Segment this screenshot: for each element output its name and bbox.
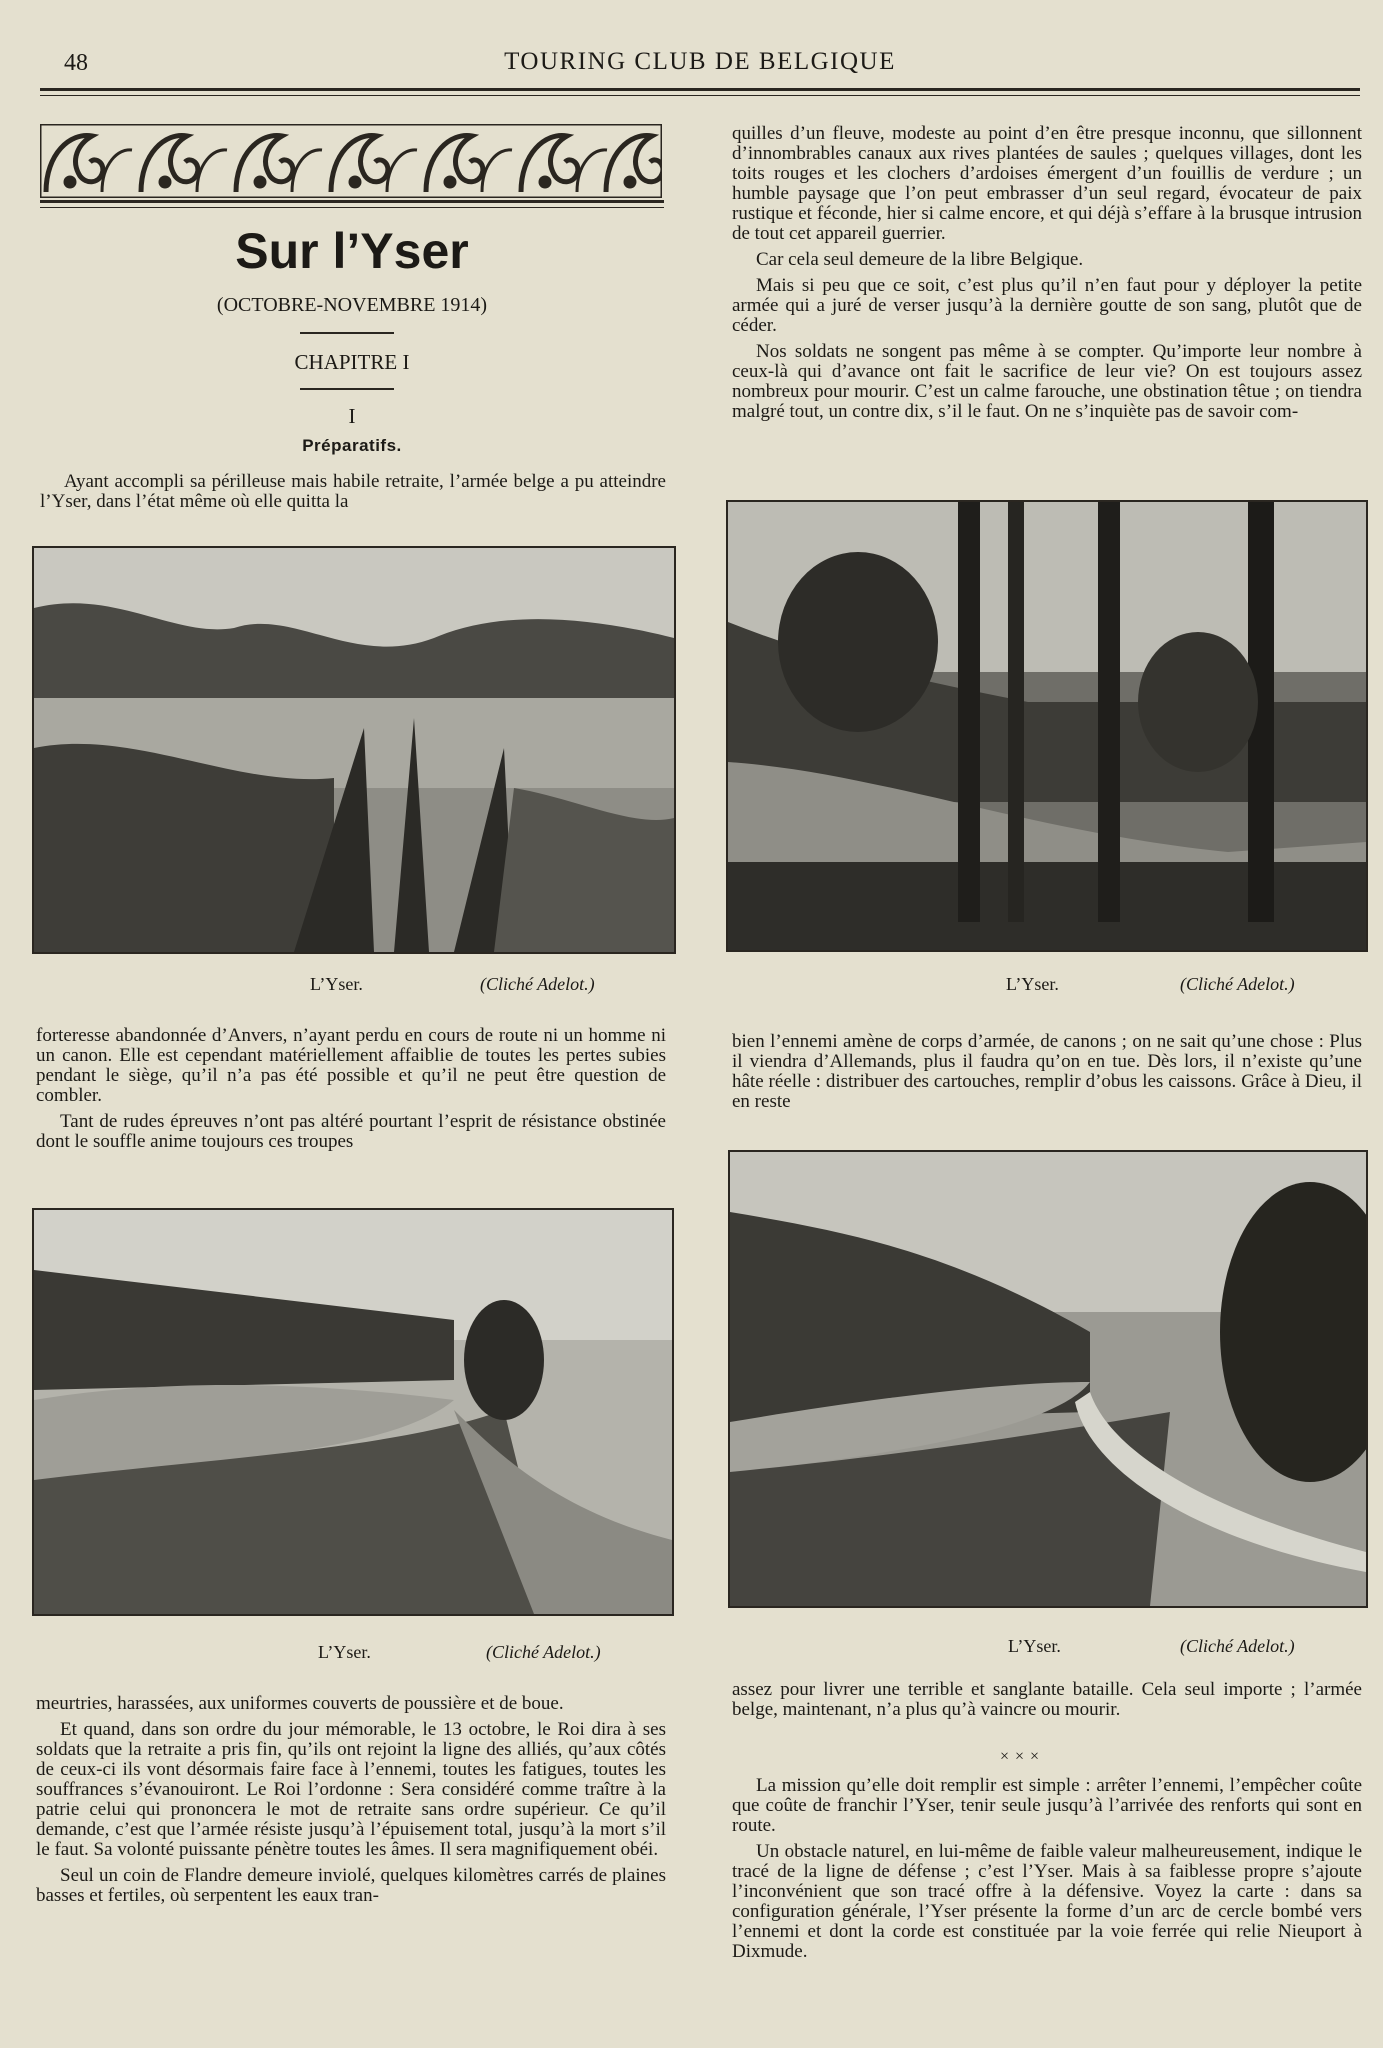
paragraph: Nos soldats ne songent pas même à se compter. Qu’importe leur nombre à ceux-là qui d’avance ont fait le sacrifice de leur vie? On est toujours assez nombreux pour mourir. C’est un calme farouche, une obstination têtue ; on tiendra malgré tout, un contre dix, s’il le faut. On ne s’inquiète pas de savoir com- (732, 341, 1362, 422)
paragraph: meurtries, harassées, aux uniformes couverts de poussière et de boue. (36, 1693, 564, 1714)
photo-yser-reeds (32, 546, 676, 954)
left-text-block-1 (40, 472, 666, 512)
title-divider (300, 332, 394, 334)
caption-label: L’Yser. (318, 1642, 371, 1662)
caption-credit: (Cliché Adelot.) (1180, 974, 1295, 994)
header-rule (40, 88, 1360, 91)
paragraph: quilles d’un fleuve, modeste au point d’en être presque inconnu, que sillonnent d’innombrables canaux aux rives plantées de saules ; quelques villages, dont les toits rouges et les clochers d’ardoises émergent d’un fouillis de verdure ; un humble paysage que l’on peut embrasser d’un seul regard, évocateur de paix rustique et féconde, hier si calme encore, et qui déjà s’effare à la brusque intrusion de tout cet appareil guerrier. (732, 123, 1362, 244)
banner-rule-thin (40, 207, 664, 208)
ornamental-banner (40, 124, 662, 198)
paragraph: La mission qu’elle doit remplir est simple : arrêter l’ennemi, l’empêcher coûte que coûte de franchir l’Yser, tenir seule jusqu’à l’arrivée des renforts qui sont en route. (732, 1775, 1362, 1836)
caption-label: L’Yser. (310, 974, 363, 994)
paragraph: Seul un coin de Flandre demeure inviolé, quelques kilomètres carrés de plaines basses et fertiles, où serpentent les eaux tran- (36, 1865, 666, 1906)
right-text-block-2 (732, 1032, 1362, 1112)
caption-credit: (Cliché Adelot.) (486, 1642, 601, 1662)
right-text-block-3 (732, 1680, 1362, 1720)
paragraph: bien l’ennemi amène de corps d’armée, de canons ; on ne sait qu’une chose : Plus il viendra d’Allemands, plus il faudra qu’on en tue. Dès lors, il n’existe qu’une hâte réelle : distribuer des cartouches, remplir d’obus les caissons. Grâce à Dieu, il en reste (732, 1031, 1362, 1112)
banner-rule (40, 200, 664, 203)
paragraph: Ayant accompli sa périlleuse mais habile retraite, l’armée belge a pu atteindre l’Yser, dans l’état même où elle quitta la (40, 471, 666, 512)
section-separator: ××× (1000, 1748, 1046, 1765)
photo-yser-poplars (726, 500, 1368, 952)
paragraph: forteresse abandonnée d’Anvers, n’ayant perdu en cours de route ni un homme ni un canon. Elle est cependant matériellement affaiblie de toutes les pertes subies pendant le siège, qu’il n’a pas été possible et qu’il ne peut être question de combler. (36, 1025, 666, 1106)
caption-credit: (Cliché Adelot.) (480, 974, 595, 994)
photo-yser-bend (32, 1208, 674, 1616)
caption-label: L’Yser. (1008, 1636, 1061, 1656)
paragraph: Mais si peu que ce soit, c’est plus qu’il n’en faut pour y déployer la petite armée qui a juré de verser jusqu’à la dernière goutte de son sang, plutôt que de céder. (732, 275, 1362, 336)
section-number: I (348, 404, 356, 428)
paragraph: Car cela seul demeure de la libre Belgique. (756, 249, 1084, 270)
paragraph: assez pour livrer une terrible et sanglante bataille. Cela seul importe ; l’armée belge, maintenant, n’a plus qu’à vaincre ou mourir. (732, 1679, 1362, 1720)
caption-label: L’Yser. (1006, 974, 1059, 994)
chapter-divider (300, 388, 394, 390)
paragraph: Un obstacle naturel, en lui-même de faible valeur malheureusement, indique le tracé de la ligne de défense ; c’est l’Yser. Mais à sa faiblesse propre s’ajoute l’inconvénient que son tracé offre à la défensive. Voyez la carte : dans sa configuration générale, l’Yser présente la forme d’un arc de cercle bombé vers l’ennemi et dont la corde est constituée par la voie ferrée qui relie Nieuport à Dixmude. (732, 1841, 1362, 1962)
left-text-block-3 (36, 1694, 666, 1906)
section-title: Préparatifs. (302, 436, 402, 455)
right-text-block-4 (732, 1776, 1362, 1962)
header-rule-thin (40, 95, 1360, 96)
chapter-heading: CHAPITRE I (294, 350, 410, 374)
caption-credit: (Cliché Adelot.) (1180, 1636, 1295, 1656)
article-title: Sur l’Yser (235, 223, 469, 279)
paragraph: Et quand, dans son ordre du jour mémorable, le 13 octobre, le Roi dira à ses soldats que la retraite a pris fin, qu’ils ont rejoint la ligne des alliés, qu’aux côtés de ceux-ci ils vont désormais faire face à l’ennemi, toutes les fatigues, toutes les souffrances s’évanouiront. Le Roi l’ordonne : Sera considéré comme traître à la patrie celui qui prononcera le mot de retraite sans ordre supérieur. Ce qu’il demande, c’est que l’armée résiste jusqu’à l’épuisement total, jusqu’à la mort s’il le faut. Sa volonté puissante pénètre toutes les âmes. Il sera magnifiquement obéi. (36, 1719, 666, 1860)
running-title: TOURING CLUB DE BELGIQUE (504, 48, 896, 75)
page-number: 48 (64, 50, 88, 76)
right-text-block-1 (732, 124, 1362, 422)
photo-yser-towpath (728, 1150, 1368, 1608)
article-subtitle: (OCTOBRE-NOVEMBRE 1914) (216, 294, 488, 316)
paragraph: Tant de rudes épreuves n’ont pas altéré pourtant l’esprit de résistance obstinée dont le souffle anime toujours ces troupes (36, 1111, 666, 1152)
left-text-block-2 (36, 1026, 666, 1152)
